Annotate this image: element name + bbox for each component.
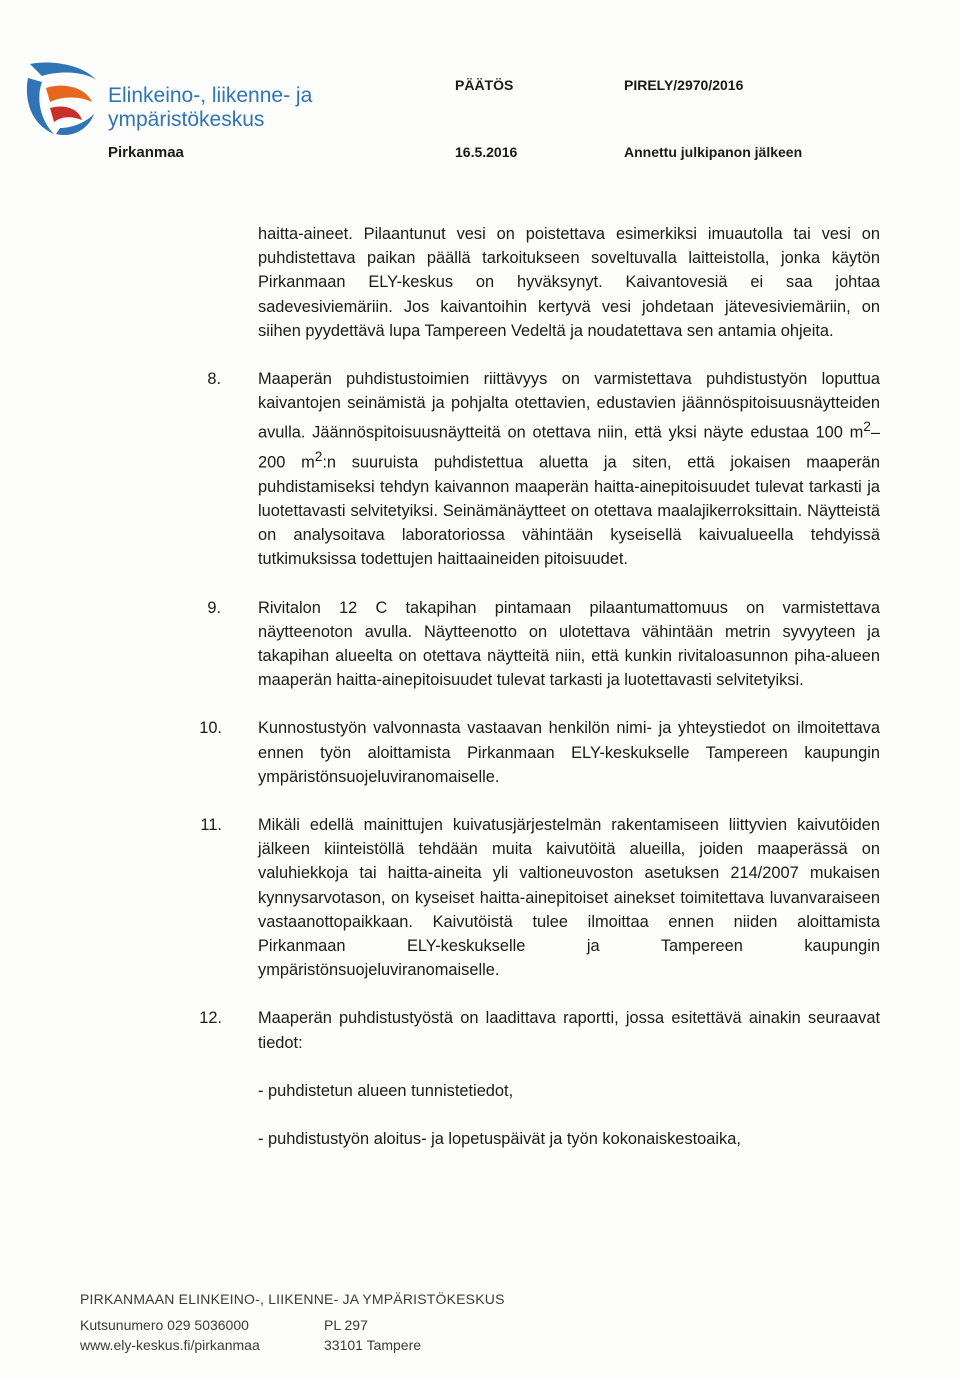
item-text: Mikäli edellä mainittujen kuivatusjärjestelmän rakentamiseen liittyvien kaivutöiden jälkeen kiinteistöllä tehdään muita kaivutöitä alueilla, joiden maaperässä on valuhiekkoja tai haitta-aineita yli valtioneuvoston asetuksen 214/2007 mukaisen kynnysarvotason, on kyseiset haitta-ainepitoiset ainekset toimitettava luvanvaraiseen vastaanottopaikkaan. Kaivutöistä tulee ilmoittaa ennen niiden aloittamista Pirkanmaan ELY-keskukselle ja Tampereen kaupungin ympäristönsuojeluviranomaiselle.	[258, 816, 880, 980]
bullet-item: - puhdistetun alueen tunnistetiedot,	[258, 1081, 514, 1100]
item-text-part: –200 m	[258, 423, 880, 472]
list-item-9	[0, 596, 960, 693]
item-number: 9.	[207, 598, 221, 617]
item-text-part: Maaperän puhdistustoimien riittävyys on varmistettava puhdistustyön loputtua kaivantojen seinämistä ja pohjalta otettavien, edustavien jäännöspitoisuusnäytteiden avulla. Jäännöspitoisuusnäytteitä on otettava niin, että yksi näyte edustaa 100 m	[258, 370, 880, 442]
ely-logo-icon	[20, 58, 100, 140]
region-label: Pirkanmaa	[108, 144, 184, 161]
org-name-line1: Elinkeino-, liikenne- ja	[108, 84, 313, 107]
logo-left-swoosh	[27, 78, 54, 134]
footer-organization: PIRKANMAAN ELINKEINO-, LIIKENNE- JA YMPÄRISTÖKESKUS	[80, 1291, 505, 1307]
footer-postal: 33101 Tampere	[324, 1337, 422, 1353]
document-type: PÄÄTÖS	[455, 77, 514, 93]
list-item-11	[0, 813, 960, 982]
item-number: 10.	[199, 719, 222, 738]
list-item-12	[0, 1006, 960, 1054]
footer-contact-row	[80, 1315, 505, 1355]
superscript: 2	[863, 419, 871, 435]
org-name-line2: ympäristökeskus	[108, 108, 265, 131]
item-text	[258, 367, 880, 572]
bullet-item: - puhdistustyön aloitus- ja lopetuspäivät ja työn kokonaiskestoaika,	[258, 1130, 741, 1149]
intro-paragraph: haitta-aineet. Pilaantunut vesi on poistettava esimerkiksi imuautolla tai vesi on puhdistettava paikan päällä tarkoitukseen soveltuvalla laitteistolla, jonka käytön Pirkanmaan ELY-keskus on hyväksynyt. Kaivantovesiä ei saa johtaa sadevesiviemäriin. Jos kaivantoihin kertyvä vesi johdetaan jätevesiviemäriin, on siihen pyydettävä lupa Tampereen Vedeltä ja noudatettava sen antamia ohjeita.	[258, 225, 880, 340]
document-body	[0, 222, 960, 1175]
footer-phone: Kutsunumero 029 5036000	[80, 1317, 249, 1333]
logo-top-swoosh	[30, 63, 96, 80]
logo-orange-swoosh	[46, 86, 92, 102]
footer-address-col	[324, 1315, 421, 1355]
item-text: Kunnostustyön valvonnasta vastaavan henkilön nimi- ja yhteystiedot on ilmoitettava ennen työn aloittamista Pirkanmaan ELY-keskukselle Tampereen kaupungin ympäristönsuojeluviranomaiselle.	[258, 719, 880, 786]
item-text: Maaperän puhdistustyöstä on laadittava raportti, jossa esitettävä ainakin seuraavat tiedot:	[258, 1009, 880, 1052]
document-date: 16.5.2016	[455, 144, 518, 160]
footer-contact-col	[80, 1315, 324, 1355]
item-text: Rivitalon 12 C takapihan pintamaan pilaantumattomuus on varmistettava näytteenoton avulla. Näytteenotto on ulotettava vähintään metrin syvyyteen ja takapihan alueelta on otettava näytteitä niin, että kunkin rivitaloasunnon piha-alueen maaperän haitta-ainepitoisuudet tulevat tarkasti ja luotettavasti selvitetyiksi.	[258, 598, 880, 690]
list-item-10	[0, 716, 960, 789]
superscript: 2	[314, 449, 323, 465]
item-text-part: :n suuruista puhdistettua aluetta ja siten, että jokaisen maaperän puhdistamiseksi tehdyn kaivannon maaperän haitta-ainepitoisuudet tulevat tarkasti ja luotettavasti selvitetyiksi. Seinämänäytteet on otettava maalajikerroksittain. Näytteistä on analysoitava laboratoriossa vähintään kyseisellä kaivualueella tehdyissä tutkimuksissa todettujen haittaaineiden pitoisuudet.	[258, 453, 881, 569]
page-footer	[80, 1289, 505, 1355]
logo-red-swoosh	[50, 107, 82, 123]
document-status: Annettu julkipanon jälkeen	[624, 144, 803, 160]
item-number: 12.	[199, 1009, 222, 1028]
item-number: 11.	[200, 816, 222, 834]
organization-name	[108, 84, 312, 132]
list-item-8	[0, 367, 960, 572]
footer-pobox: PL 297	[324, 1317, 368, 1333]
document-reference: PIRELY/2970/2016	[624, 77, 744, 93]
footer-website: www.ely-keskus.fi/pirkanmaa	[80, 1337, 260, 1353]
item-number: 8.	[207, 370, 221, 389]
